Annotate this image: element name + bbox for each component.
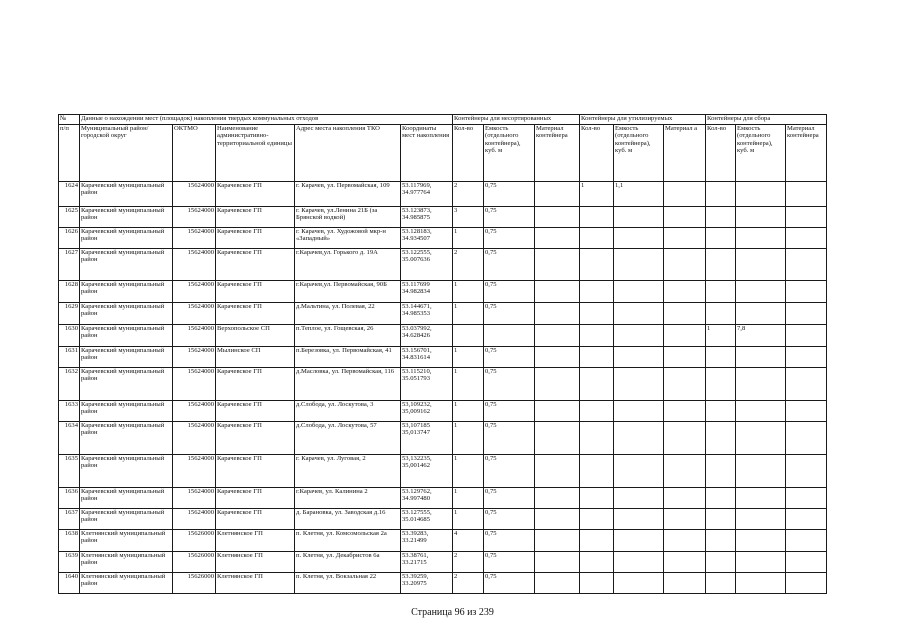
header-address: Адрес места накопления ТКО [295, 125, 401, 182]
capacity-unsorted-cell: 0,75 [484, 182, 535, 207]
count-recycle-cell [580, 303, 614, 325]
row-number: 1625 [59, 207, 80, 228]
count-collect-cell [706, 249, 736, 281]
unit-cell: Карачевское ГП [216, 368, 295, 401]
capacity-recycle-cell [614, 530, 664, 552]
material-unsorted-cell [535, 249, 580, 281]
count-recycle-cell [580, 325, 614, 347]
count-collect-cell [706, 401, 736, 422]
capacity-collect-cell [736, 573, 786, 594]
count-collect-cell [706, 182, 736, 207]
oktmo-cell: 15624000 [173, 509, 216, 530]
material-unsorted-cell [535, 207, 580, 228]
material-unsorted-cell [535, 509, 580, 530]
material-unsorted-cell [535, 182, 580, 207]
capacity-unsorted-cell: 0,75 [484, 552, 535, 573]
address-cell: г.Карачев, ул. Калинина 2 [295, 488, 401, 509]
address-cell: г. Карачев, ул. Луговая, 2 [295, 455, 401, 488]
header-material-recycle: Материал а [664, 125, 706, 182]
count-collect-cell [706, 228, 736, 249]
capacity-recycle-cell [614, 401, 664, 422]
capacity-unsorted-cell: 0,75 [484, 422, 535, 455]
coords-cell: 53.127555, 35.014685 [401, 509, 453, 530]
header-row-columns [59, 125, 827, 182]
material-unsorted-cell [535, 455, 580, 488]
capacity-unsorted-cell: 0,75 [484, 401, 535, 422]
unit-cell: Карачевское ГП [216, 488, 295, 509]
unit-cell: Карачевское ГП [216, 303, 295, 325]
district-cell: Карачевский муниципальный район [80, 509, 173, 530]
count-unsorted-cell: 1 [453, 281, 484, 303]
district-cell: Карачевский муниципальный район [80, 401, 173, 422]
capacity-collect-cell [736, 422, 786, 455]
unit-cell: Карачевское ГП [216, 455, 295, 488]
header-capacity-recycle: Емкость (отдельного контейнера), куб. м [614, 125, 664, 182]
coords-cell: 53.156701, 34.831614 [401, 347, 453, 368]
material-recycle-cell [664, 455, 706, 488]
row-number: 1626 [59, 228, 80, 249]
address-cell: г. Карачев, ул. Художовой мкр-н «Западный» [295, 228, 401, 249]
material-collect-cell [786, 182, 827, 207]
capacity-recycle-cell [614, 249, 664, 281]
coords-cell: 53.39259, 33.20975 [401, 573, 453, 594]
address-cell: г. Карачев, ул. Первомайская, 109 [295, 182, 401, 207]
capacity-recycle-cell [614, 509, 664, 530]
coords-cell: 53.129762, 34.997480 [401, 488, 453, 509]
count-unsorted-cell: 1 [453, 455, 484, 488]
oktmo-cell: 15624000 [173, 303, 216, 325]
material-unsorted-cell [535, 281, 580, 303]
capacity-recycle-cell [614, 552, 664, 573]
capacity-recycle-cell [614, 573, 664, 594]
district-cell: Клетнянский муниципальный район [80, 573, 173, 594]
district-cell: Карачевский муниципальный район [80, 455, 173, 488]
count-recycle-cell [580, 422, 614, 455]
address-cell: п.Березовка, ул. Первомайская, 41 [295, 347, 401, 368]
coords-cell: 53.037992, 34.628426 [401, 325, 453, 347]
capacity-collect-cell [736, 207, 786, 228]
count-collect-cell [706, 530, 736, 552]
coords-cell: 53.128183, 34.934507 [401, 228, 453, 249]
table-row [59, 552, 827, 573]
material-collect-cell [786, 325, 827, 347]
count-unsorted-cell: 1 [453, 509, 484, 530]
material-recycle-cell [664, 303, 706, 325]
district-cell: Карачевский муниципальный район [80, 488, 173, 509]
count-unsorted-cell: 1 [453, 368, 484, 401]
address-cell: п. Клетня, ул. Декабристов 6а [295, 552, 401, 573]
oktmo-cell: 15624000 [173, 347, 216, 368]
table-row [59, 347, 827, 368]
capacity-collect-cell [736, 552, 786, 573]
address-cell: г.Карачев,ул. Горького д. 19А [295, 249, 401, 281]
oktmo-cell: 15624000 [173, 325, 216, 347]
capacity-unsorted-cell: 0,75 [484, 347, 535, 368]
capacity-unsorted-cell: 0,75 [484, 530, 535, 552]
header-coords: Координаты мест накопления [401, 125, 453, 182]
address-cell: г.Карачев,ул. Первомайская, 90Б [295, 281, 401, 303]
count-unsorted-cell: 2 [453, 573, 484, 594]
oktmo-cell: 15624000 [173, 422, 216, 455]
coords-cell: 53.38761, 33.21715 [401, 552, 453, 573]
count-recycle-cell [580, 455, 614, 488]
header-capacity-collect: Емкость (отдельного контейнера), куб. м [736, 125, 786, 182]
table-row [59, 228, 827, 249]
coords-cell: 53.123873, 34.985875 [401, 207, 453, 228]
oktmo-cell: 15624000 [173, 182, 216, 207]
oktmo-cell: 15624000 [173, 368, 216, 401]
coords-cell: 53.39283, 33.21499 [401, 530, 453, 552]
district-cell: Клетнянский муниципальный район [80, 552, 173, 573]
count-recycle-cell [580, 401, 614, 422]
header-group-collect: Контейнеры для сбора [706, 115, 827, 125]
material-unsorted-cell [535, 325, 580, 347]
header-group-unsorted: Контейнеры для несортированных [453, 115, 580, 125]
capacity-unsorted-cell: 0,75 [484, 207, 535, 228]
district-cell: Клетнянский муниципальный район [80, 530, 173, 552]
capacity-unsorted-cell: 0,75 [484, 228, 535, 249]
row-number: 1637 [59, 509, 80, 530]
material-unsorted-cell [535, 228, 580, 249]
count-collect-cell [706, 552, 736, 573]
table-row [59, 325, 827, 347]
count-recycle-cell [580, 552, 614, 573]
material-recycle-cell [664, 552, 706, 573]
material-recycle-cell [664, 207, 706, 228]
header-pp: п/п [59, 125, 80, 182]
count-unsorted-cell: 1 [453, 347, 484, 368]
header-row-groups [59, 115, 827, 125]
oktmo-cell: 15624000 [173, 401, 216, 422]
material-recycle-cell [664, 509, 706, 530]
capacity-unsorted-cell: 0,75 [484, 509, 535, 530]
count-recycle-cell [580, 573, 614, 594]
district-cell: Карачевский муниципальный район [80, 228, 173, 249]
count-unsorted-cell: 2 [453, 249, 484, 281]
capacity-collect-cell [736, 509, 786, 530]
material-collect-cell [786, 207, 827, 228]
row-number: 1632 [59, 368, 80, 401]
material-collect-cell [786, 455, 827, 488]
material-collect-cell [786, 401, 827, 422]
capacity-unsorted-cell: 0,75 [484, 455, 535, 488]
address-cell: д.Масловка, ул. Первомайская, 116 [295, 368, 401, 401]
material-recycle-cell [664, 182, 706, 207]
row-number: 1634 [59, 422, 80, 455]
count-unsorted-cell: 1 [453, 422, 484, 455]
oktmo-cell: 15626000 [173, 530, 216, 552]
header-group-recycle: Контейнеры для утилизируемых [580, 115, 706, 125]
header-count-collect: Кол-во [706, 125, 736, 182]
material-recycle-cell [664, 422, 706, 455]
district-cell: Карачевский муниципальный район [80, 422, 173, 455]
oktmo-cell: 15624000 [173, 249, 216, 281]
registry-table [58, 114, 827, 594]
district-cell: Карачевский муниципальный район [80, 281, 173, 303]
count-unsorted-cell: 2 [453, 182, 484, 207]
district-cell: Карачевский муниципальный район [80, 182, 173, 207]
unit-cell: Верхопольское СП [216, 325, 295, 347]
unit-cell: Карачевское ГП [216, 228, 295, 249]
row-number: 1638 [59, 530, 80, 552]
capacity-unsorted-cell [484, 325, 535, 347]
count-recycle-cell [580, 281, 614, 303]
count-recycle-cell [580, 249, 614, 281]
capacity-recycle-cell [614, 207, 664, 228]
material-collect-cell [786, 281, 827, 303]
address-cell: д. Барановка, ул. Заводская д.16 [295, 509, 401, 530]
capacity-collect-cell [736, 368, 786, 401]
capacity-unsorted-cell: 0,75 [484, 303, 535, 325]
material-recycle-cell [664, 573, 706, 594]
district-cell: Карачевский муниципальный район [80, 249, 173, 281]
capacity-collect-cell [736, 455, 786, 488]
unit-cell: Карачевское ГП [216, 249, 295, 281]
unit-cell: Клетнянское ГП [216, 573, 295, 594]
oktmo-cell: 15626000 [173, 552, 216, 573]
capacity-recycle-cell [614, 455, 664, 488]
material-collect-cell [786, 422, 827, 455]
material-recycle-cell [664, 228, 706, 249]
address-cell: п. Клетня, ул. Комсомольская 2а [295, 530, 401, 552]
district-cell: Карачевский муниципальный район [80, 303, 173, 325]
material-recycle-cell [664, 347, 706, 368]
material-collect-cell [786, 573, 827, 594]
material-unsorted-cell [535, 488, 580, 509]
capacity-recycle-cell [614, 488, 664, 509]
capacity-unsorted-cell: 0,75 [484, 573, 535, 594]
material-recycle-cell [664, 249, 706, 281]
count-recycle-cell [580, 347, 614, 368]
table-row [59, 303, 827, 325]
coords-cell: 53,132235, 35,001462 [401, 455, 453, 488]
district-cell: Карачевский муниципальный район [80, 368, 173, 401]
capacity-recycle-cell [614, 368, 664, 401]
row-number: 1627 [59, 249, 80, 281]
unit-cell: Карачевское ГП [216, 207, 295, 228]
material-unsorted-cell [535, 422, 580, 455]
count-unsorted-cell: 3 [453, 207, 484, 228]
row-number: 1628 [59, 281, 80, 303]
coords-cell: 53.144671, 34.985353 [401, 303, 453, 325]
material-recycle-cell [664, 401, 706, 422]
material-unsorted-cell [535, 368, 580, 401]
row-number: 1635 [59, 455, 80, 488]
material-collect-cell [786, 488, 827, 509]
row-number: 1633 [59, 401, 80, 422]
count-collect-cell [706, 281, 736, 303]
count-unsorted-cell: 1 [453, 303, 484, 325]
count-collect-cell [706, 347, 736, 368]
table-row [59, 455, 827, 488]
count-recycle-cell [580, 368, 614, 401]
table-body [59, 182, 827, 594]
capacity-collect-cell [736, 401, 786, 422]
header-count-recycle: Кол-во [580, 125, 614, 182]
material-unsorted-cell [535, 573, 580, 594]
material-recycle-cell [664, 325, 706, 347]
coords-cell: 53.122555, 35.007636 [401, 249, 453, 281]
material-unsorted-cell [535, 347, 580, 368]
material-collect-cell [786, 228, 827, 249]
unit-cell: Карачевское ГП [216, 422, 295, 455]
count-unsorted-cell: 1 [453, 401, 484, 422]
district-cell: Карачевский муниципальный район [80, 325, 173, 347]
material-recycle-cell [664, 488, 706, 509]
table-row [59, 509, 827, 530]
count-collect-cell: 1 [706, 325, 736, 347]
capacity-collect-cell [736, 182, 786, 207]
header-material-unsorted: Материал контейнера [535, 125, 580, 182]
count-unsorted-cell: 1 [453, 488, 484, 509]
count-collect-cell [706, 368, 736, 401]
count-collect-cell [706, 303, 736, 325]
capacity-unsorted-cell: 0,75 [484, 488, 535, 509]
header-group-location: Данные о нахождении мест (площадок) накопления твердых коммунальных отходов [80, 115, 453, 125]
capacity-unsorted-cell: 0,75 [484, 249, 535, 281]
material-collect-cell [786, 303, 827, 325]
capacity-collect-cell: 7,8 [736, 325, 786, 347]
row-number: 1630 [59, 325, 80, 347]
header-capacity-unsorted: Емкость (отдельного контейнера), куб. м [484, 125, 535, 182]
unit-cell: Карачевское ГП [216, 401, 295, 422]
material-collect-cell [786, 530, 827, 552]
material-unsorted-cell [535, 552, 580, 573]
header-count-unsorted: Кол-во [453, 125, 484, 182]
table-row [59, 368, 827, 401]
coords-cell: 53.115210, 35.051793 [401, 368, 453, 401]
header-num: № [59, 115, 80, 125]
count-collect-cell [706, 207, 736, 228]
district-cell: Карачевский муниципальный район [80, 347, 173, 368]
count-recycle-cell [580, 530, 614, 552]
capacity-collect-cell [736, 488, 786, 509]
material-recycle-cell [664, 368, 706, 401]
oktmo-cell: 15624000 [173, 488, 216, 509]
table-row [59, 488, 827, 509]
material-collect-cell [786, 552, 827, 573]
unit-cell: Мылинское СП [216, 347, 295, 368]
unit-cell: Карачевское ГП [216, 182, 295, 207]
unit-cell: Карачевское ГП [216, 281, 295, 303]
count-recycle-cell: 1 [580, 182, 614, 207]
table-row [59, 281, 827, 303]
material-unsorted-cell [535, 530, 580, 552]
row-number: 1639 [59, 552, 80, 573]
count-unsorted-cell: 1 [453, 228, 484, 249]
header-material-collect: Материал контейнера [786, 125, 827, 182]
row-number: 1629 [59, 303, 80, 325]
material-collect-cell [786, 509, 827, 530]
capacity-unsorted-cell: 0,75 [484, 281, 535, 303]
count-unsorted-cell: 4 [453, 530, 484, 552]
count-recycle-cell [580, 207, 614, 228]
table-row [59, 573, 827, 594]
count-collect-cell [706, 509, 736, 530]
count-collect-cell [706, 488, 736, 509]
row-number: 1636 [59, 488, 80, 509]
capacity-recycle-cell [614, 347, 664, 368]
capacity-collect-cell [736, 228, 786, 249]
row-number: 1624 [59, 182, 80, 207]
oktmo-cell: 15624000 [173, 455, 216, 488]
material-collect-cell [786, 249, 827, 281]
coords-cell: 53,109232, 35,009162 [401, 401, 453, 422]
material-collect-cell [786, 347, 827, 368]
capacity-collect-cell [736, 303, 786, 325]
count-unsorted-cell [453, 325, 484, 347]
count-collect-cell [706, 455, 736, 488]
row-number: 1631 [59, 347, 80, 368]
address-cell: д.Мальтина, ул. Полевая, 22 [295, 303, 401, 325]
capacity-unsorted-cell: 0,75 [484, 368, 535, 401]
count-unsorted-cell: 2 [453, 552, 484, 573]
capacity-recycle-cell [614, 228, 664, 249]
unit-cell: Карачевское ГП [216, 509, 295, 530]
page-footer: Страница 96 из 239 [411, 607, 494, 618]
address-cell: г. Карачев, ул.Ленина 21Б (за Брянской водкой) [295, 207, 401, 228]
address-cell: п. Клетня, ул. Вокзальная 22 [295, 573, 401, 594]
table-row [59, 401, 827, 422]
count-collect-cell [706, 422, 736, 455]
table-row [59, 182, 827, 207]
oktmo-cell: 15624000 [173, 281, 216, 303]
count-collect-cell [706, 573, 736, 594]
oktmo-cell: 15626000 [173, 573, 216, 594]
unit-cell: Клетнянское ГП [216, 530, 295, 552]
unit-cell: Клетнянское ГП [216, 552, 295, 573]
count-recycle-cell [580, 488, 614, 509]
table-row [59, 249, 827, 281]
table-row [59, 207, 827, 228]
table-row [59, 530, 827, 552]
oktmo-cell: 15624000 [173, 228, 216, 249]
count-recycle-cell [580, 509, 614, 530]
coords-cell: 53.117969, 34.977764 [401, 182, 453, 207]
capacity-recycle-cell [614, 422, 664, 455]
capacity-collect-cell [736, 530, 786, 552]
header-oktmo: ОКТМО [173, 125, 216, 182]
oktmo-cell: 15624000 [173, 207, 216, 228]
material-recycle-cell [664, 530, 706, 552]
capacity-recycle-cell [614, 325, 664, 347]
header-unit: Наименование административно-территориальной единицы [216, 125, 295, 182]
header-district: Муниципальный район/городской округ [80, 125, 173, 182]
address-cell: д.Слобода, ул. Лоскутова, 57 [295, 422, 401, 455]
material-unsorted-cell [535, 303, 580, 325]
capacity-recycle-cell: 1,1 [614, 182, 664, 207]
coords-cell: 53.117699 34.982834 [401, 281, 453, 303]
district-cell: Карачевский муниципальный район [80, 207, 173, 228]
material-collect-cell [786, 368, 827, 401]
row-number: 1640 [59, 573, 80, 594]
table-row [59, 422, 827, 455]
capacity-collect-cell [736, 281, 786, 303]
capacity-recycle-cell [614, 303, 664, 325]
capacity-collect-cell [736, 347, 786, 368]
material-unsorted-cell [535, 401, 580, 422]
material-recycle-cell [664, 281, 706, 303]
capacity-collect-cell [736, 249, 786, 281]
address-cell: п.Теплое, ул. Гощевская, 26 [295, 325, 401, 347]
capacity-recycle-cell [614, 281, 664, 303]
count-recycle-cell [580, 228, 614, 249]
coords-cell: 53,107185 35,013747 [401, 422, 453, 455]
address-cell: д.Слобода, ул. Лоскутова, 3 [295, 401, 401, 422]
